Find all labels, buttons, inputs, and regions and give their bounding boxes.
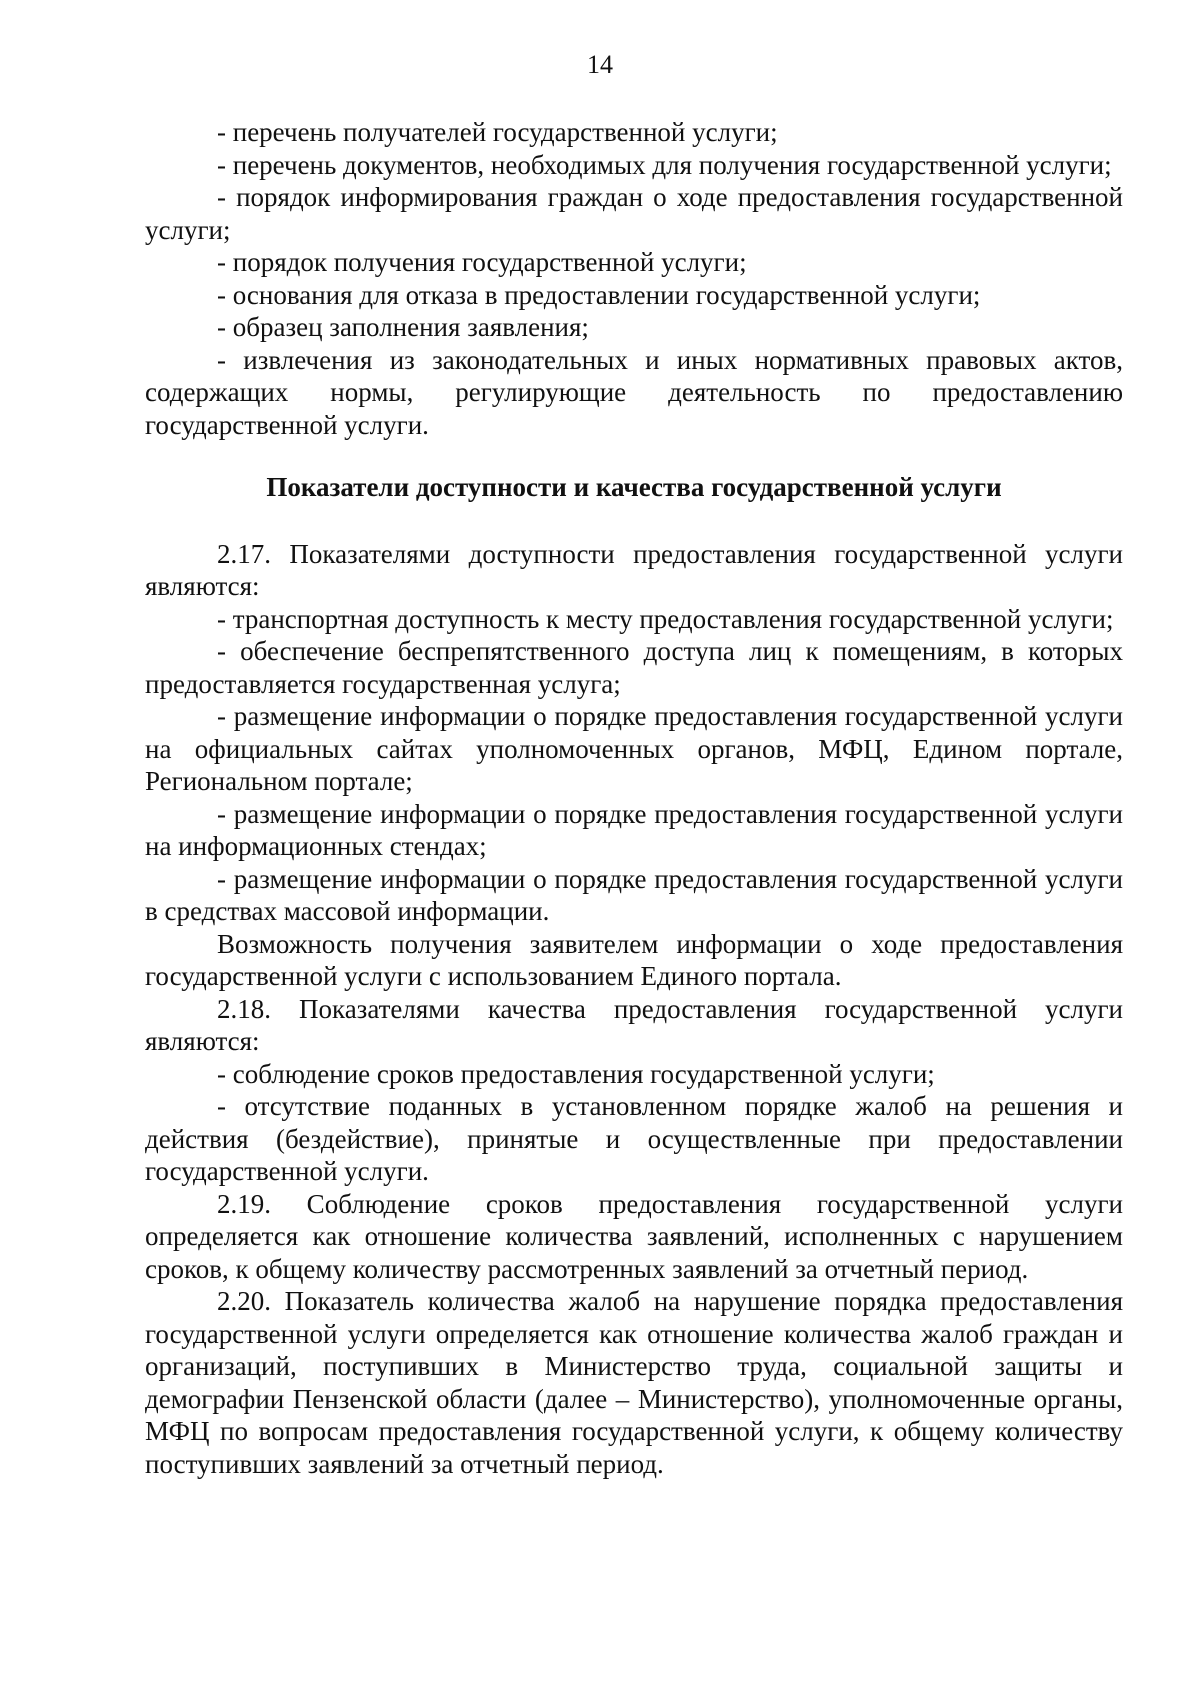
paragraph-2-19: 2.19. Соблюдение сроков предоставления государственной услуги определяется как отношение количества заявлений, исполненных с нарушением сроков, к общему количеству рассмотренных заявлений за отчетный период. [145, 1188, 1123, 1284]
list-item: - обеспечение беспрепятственного доступа лиц к помещениям, в которых предоставляется государственная услуга; [145, 636, 1123, 699]
list-item: - порядок информирования граждан о ходе предоставления государственной услуги; [145, 182, 1123, 245]
paragraph-2-18: 2.18. Показателями качества предоставления государственной услуги являются: [145, 993, 1123, 1056]
section-heading: Показатели доступности и качества государственной услуги [266, 472, 1002, 502]
page-number: 14 [587, 50, 613, 79]
paragraph-unified-portal: Возможность получения заявителем информации о ходе предоставления государственной услуги с использованием Единого портала. [145, 928, 1123, 991]
list-item: - перечень документов, необходимых для получения государственной услуги; [217, 149, 1112, 180]
list-item: - извлечения из законодательных и иных нормативных правовых актов, содержащих нормы, регулирующие деятельность по предоставлению государственной услуги. [145, 344, 1123, 440]
list-item: - порядок получения государственной услуги; [217, 247, 747, 277]
list-item: - отсутствие поданных в установленном порядке жалоб на решения и действия (бездействие), принятые и осуществленные при предоставлении государственной услуги. [145, 1091, 1123, 1186]
document-body [145, 116, 1123, 1480]
list-item: - образец заполнения заявления; [217, 312, 589, 342]
paragraph-2-20: 2.20. Показатель количества жалоб на нарушение порядка предоставления государственной услуги определяется как отношение количества жалоб граждан и организаций, поступивших в Министерство труда, социальной защиты и демографии Пензенской области (далее – Министерство), уполномоченные органы, МФЦ по вопросам предоставления государственной услуги, к общему количеству поступивших заявлений за отчетный период. [145, 1286, 1123, 1479]
list-item: - перечень получателей государственной услуги; [217, 117, 778, 147]
paragraph-2-17: 2.17. Показателями доступности предоставления государственной услуги являются: [145, 538, 1123, 601]
list-item: - транспортная доступность к месту предоставления государственной услуги; [217, 603, 1114, 634]
list-item: - основания для отказа в предоставлении государственной услуги; [217, 279, 981, 310]
list-item: - размещение информации о порядке предоставления государственной услуги в средствах массовой информации. [145, 863, 1123, 926]
list-item: - соблюдение сроков предоставления государственной услуги; [217, 1058, 935, 1089]
list-item: - размещение информации о порядке предоставления государственной услуги на информационных стендах; [145, 798, 1123, 861]
list-item: - размещение информации о порядке предоставления государственной услуги на официальных сайтах уполномоченных органов, МФЦ, Едином портале, Региональном портале; [145, 701, 1123, 796]
